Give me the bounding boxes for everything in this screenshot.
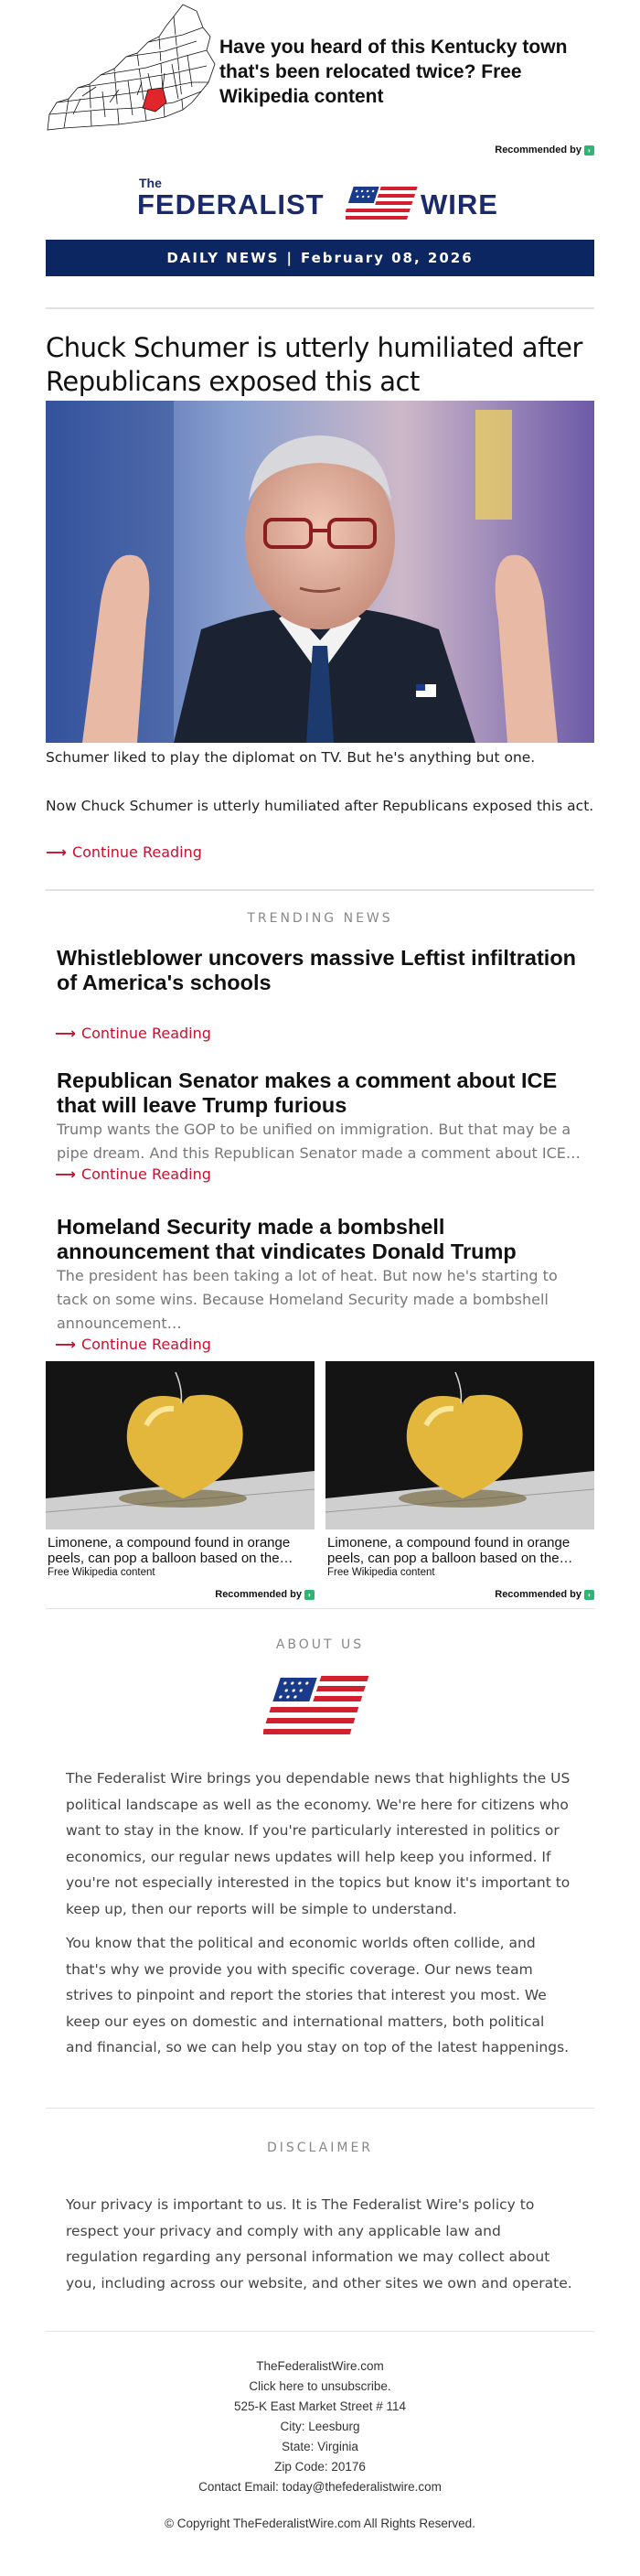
trending-item[interactable] [57, 946, 587, 1042]
trending-headline[interactable]: Republican Senator makes a comment about ICE that will leave Trump furious [57, 1068, 558, 1117]
divider [46, 889, 594, 891]
trending-item[interactable] [57, 1215, 587, 1353]
recommended-by[interactable] [495, 145, 594, 156]
lead-caption: Schumer liked to play the diplomat on TV. But he's anything but one. [46, 749, 536, 766]
divider [46, 2331, 594, 2332]
footer-city: City: Leesburg [280, 2420, 360, 2433]
issue-date: February 08, 2026 [300, 250, 474, 266]
sponsored-title[interactable]: Limonene, a compound found in orange peels, can pop a balloon based on the… [48, 1535, 293, 1566]
lead-continue-reading-link[interactable] [46, 843, 594, 861]
sponsored-image[interactable] [46, 1361, 315, 1530]
footer-zip: Zip Code: 20176 [274, 2460, 366, 2474]
trending-headline[interactable]: Whistleblower uncovers massive Leftist infiltration of America's schools [57, 946, 577, 994]
footer-email[interactable]: Contact Email: today@thefederalistwire.com [198, 2480, 442, 2494]
outbrain-badge-icon: ◗ [584, 1590, 594, 1600]
continue-reading-label: Continue Reading [80, 1025, 211, 1042]
divider [46, 1608, 594, 1609]
recommended-by[interactable] [215, 1589, 315, 1600]
sponsored-image[interactable] [325, 1361, 594, 1530]
flag-icon [346, 183, 419, 223]
lead-headline[interactable]: Chuck Schumer is utterly humiliated after Republicans exposed this act [46, 332, 582, 397]
long-arrow-right-icon: ⟶ [55, 1025, 76, 1042]
footer-address: 525-K East Market Street # 114 [233, 2399, 407, 2413]
disclaimer-section-title: DISCLAIMER [266, 2141, 374, 2155]
unsubscribe-link[interactable]: Click here to unsubscribe. [249, 2379, 391, 2393]
about-paragraph: You know that the political and economic worlds often collide, and that's why we provide you with specific coverage. Our news team strives to pinpoint and report the stories that interest you most. We keep our eyes on domestic and international matters, both political and financial, so we can help you stay on top of the latest happenings. [66, 1935, 570, 2055]
long-arrow-right-icon: ⟶ [46, 843, 67, 861]
site-logo[interactable] [46, 174, 594, 229]
logo-federalist: FEDERALIST [137, 188, 325, 220]
about-paragraph: The Federalist Wire brings you dependable news that highlights the US political landscape as well as the economy. We're here for citizens who want to stay in the know. If you're particularly interested in politics or economics, our regular news updates will help keep you informed. If you're not especially interested in the topics but know it's important to keep up, then our reports will be simple to understand. [66, 1770, 571, 1917]
daily-news-label: DAILY NEWS [166, 250, 280, 266]
trending-teaser: Trump wants the GOP to be unified on immigration. But that may be a pipe dream. And this Republican Senator made a comment about ICE… [57, 1121, 581, 1162]
date-bar [46, 240, 594, 276]
sponsored-source: Free Wikipedia content [327, 1567, 435, 1578]
footer [46, 2356, 594, 2534]
trending-headline[interactable]: Homeland Security made a bombshell announcement that vindicates Donald Trump [57, 1215, 517, 1263]
lead-teaser: Now Chuck Schumer is utterly humiliated after Republicans exposed this act. [46, 798, 594, 814]
trending-item[interactable] [57, 1068, 587, 1183]
divider [46, 307, 594, 309]
outbrain-badge-icon: ◗ [304, 1590, 315, 1600]
logo-the: The [139, 176, 162, 190]
trending-section-title: TRENDING NEWS [247, 911, 393, 926]
kentucky-map-image[interactable] [46, 0, 219, 137]
recommended-label: Recommended by [215, 1589, 302, 1600]
date-separator: | [286, 250, 293, 266]
logo-wire: WIRE [421, 188, 498, 220]
recommended-label: Recommended by [495, 1589, 581, 1600]
trending-teaser: The president has been taking a lot of heat. But now he's starting to tack on some wins. Because Homeland Security made a bombshell announcement… [57, 1267, 558, 1332]
footer-site-link[interactable]: TheFederalistWire.com [256, 2359, 384, 2373]
continue-reading-label: Continue Reading [71, 843, 202, 861]
sponsored-source: Free Wikipedia content [48, 1567, 155, 1578]
sponsored-card[interactable] [46, 1361, 315, 1601]
long-arrow-right-icon: ⟶ [55, 1165, 76, 1183]
trending-continue-reading-link[interactable] [55, 1025, 587, 1042]
recommended-by[interactable] [495, 1589, 594, 1600]
flag-icon [263, 1669, 375, 1749]
trending-teaser [57, 995, 587, 1025]
ad-top[interactable] [46, 0, 594, 165]
continue-reading-label: Continue Reading [80, 1336, 211, 1353]
outbrain-badge-icon: ◗ [584, 145, 594, 156]
continue-reading-label: Continue Reading [80, 1165, 211, 1183]
divider [46, 2108, 594, 2109]
recommended-label: Recommended by [495, 145, 581, 156]
sponsored-card[interactable] [325, 1361, 594, 1601]
footer-state: State: Virginia [282, 2440, 358, 2453]
trending-continue-reading-link[interactable] [55, 1165, 587, 1183]
about-section-title: ABOUT US [275, 1637, 365, 1652]
lead-story-image[interactable] [46, 401, 594, 743]
ad-top-title[interactable]: Have you heard of this Kentucky town that's been relocated twice? Free Wikipedia content [219, 37, 568, 107]
long-arrow-right-icon: ⟶ [55, 1336, 76, 1353]
copyright: © Copyright TheFederalistWire.com All Rights Reserved. [165, 2517, 475, 2530]
trending-continue-reading-link[interactable] [55, 1336, 587, 1353]
disclaimer-text: Your privacy is important to us. It is The Federalist Wire's policy to respect your privacy and comply with any applicable law and regulation regarding any personal information we may collect about you, including across our website, and other sites we own and operate. [66, 2196, 572, 2292]
sponsored-title[interactable]: Limonene, a compound found in orange peels, can pop a balloon based on the… [327, 1535, 573, 1566]
